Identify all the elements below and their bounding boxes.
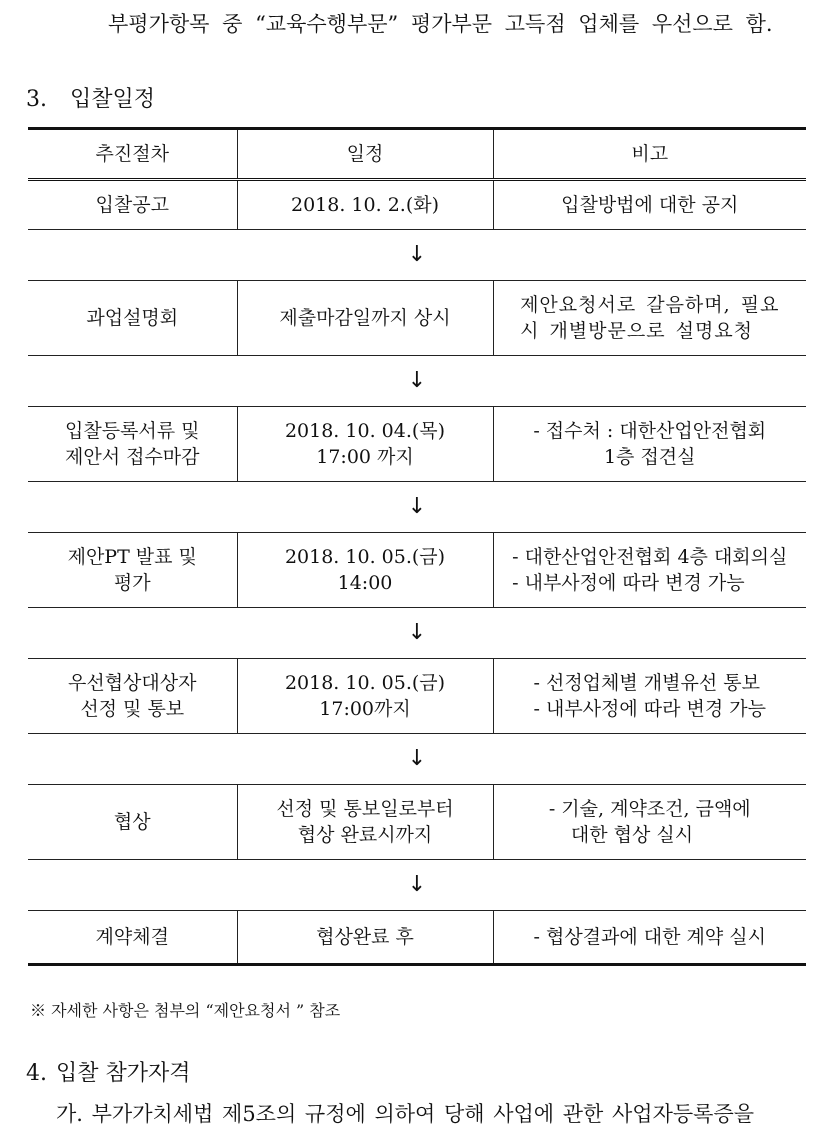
section-number: 4. xyxy=(26,1061,47,1086)
header-cell: 비고 xyxy=(493,129,806,180)
section-title: 입찰일정 xyxy=(70,87,156,112)
note-text: 대한 협상 실시 xyxy=(570,824,694,846)
table-header-row xyxy=(28,129,806,180)
section-number: 3. xyxy=(26,87,47,112)
header-cell: 일정 xyxy=(237,129,493,180)
step-label: 계약체결 xyxy=(95,926,169,948)
step-label: 선정 및 통보 xyxy=(80,698,185,720)
date-text: 협상 완료시까지 xyxy=(297,824,433,846)
note-text: 입찰방법에 대한 공지 xyxy=(561,194,739,216)
table-row xyxy=(28,659,806,734)
arrow-row xyxy=(28,356,806,407)
section-3-heading xyxy=(26,86,155,114)
note-text: - 협상결과에 대한 계약 실시 xyxy=(533,926,766,948)
down-arrow-icon: ↓ xyxy=(28,734,806,785)
date-cell xyxy=(237,659,493,734)
date-text: 협상완료 후 xyxy=(316,926,414,948)
date-cell xyxy=(237,180,493,230)
step-cell xyxy=(28,785,237,860)
step-label: 제안PT 발표 및 xyxy=(67,546,197,568)
table-row xyxy=(28,407,806,482)
step-cell xyxy=(28,180,237,230)
date-text: 2018. 10. 2.(화) xyxy=(291,194,439,216)
note-text: - 내부사정에 따라 변경 가능 xyxy=(512,572,745,594)
date-cell xyxy=(237,407,493,482)
note-text: 1층 접견실 xyxy=(603,446,696,468)
date-cell xyxy=(237,533,493,608)
note-cell xyxy=(493,533,806,608)
date-cell xyxy=(237,281,493,356)
step-label: 입찰등록서류 및 xyxy=(64,420,200,442)
date-cell xyxy=(237,785,493,860)
header-cell: 추진절차 xyxy=(28,129,237,180)
step-label: 제안서 접수마감 xyxy=(64,446,200,468)
down-arrow-icon: ↓ xyxy=(28,608,806,659)
table-row xyxy=(28,180,806,230)
table-row xyxy=(28,281,806,356)
note-text: - 선정업체별 개별유선 통보 xyxy=(533,672,760,694)
step-cell xyxy=(28,281,237,356)
arrow-row xyxy=(28,230,806,281)
reference-note: ※ 자세한 사항은 첨부의 “제안요청서 ” 참조 xyxy=(30,1001,341,1020)
step-label: 입찰공고 xyxy=(95,194,169,216)
note-text: - 대한산업안전협회 4층 대회의실 xyxy=(512,546,788,568)
section-4-heading xyxy=(26,1060,191,1088)
date-text: 2018. 10. 04.(목) xyxy=(284,420,446,442)
note-cell xyxy=(493,911,806,965)
down-arrow-icon: ↓ xyxy=(28,230,806,281)
date-text: 17:00 까지 xyxy=(316,446,414,468)
date-text: 2018. 10. 05.(금) xyxy=(284,672,446,694)
table-row xyxy=(28,533,806,608)
step-cell xyxy=(28,533,237,608)
down-arrow-icon: ↓ xyxy=(28,356,806,407)
table-row xyxy=(28,911,806,965)
note-cell xyxy=(493,180,806,230)
note-cell xyxy=(493,407,806,482)
step-label: 우선협상대상자 xyxy=(68,672,197,694)
note-text: 시 개별방문으로 설명요청 xyxy=(520,320,754,342)
step-label: 과업설명회 xyxy=(86,307,179,329)
note-cell xyxy=(493,659,806,734)
down-arrow-icon: ↓ xyxy=(28,860,806,911)
step-label: 평가 xyxy=(113,572,151,594)
date-text: 14:00 xyxy=(337,572,393,594)
note-text: - 기술, 계약조건, 금액에 xyxy=(548,798,751,820)
date-text: 선정 및 통보일로부터 xyxy=(276,798,454,820)
arrow-row xyxy=(28,860,806,911)
table-row xyxy=(28,785,806,860)
qualification-paragraph: 가. 부가가치세법 제5조의 규정에 의하여 당해 사업에 관한 사업자등록증을 xyxy=(56,1102,755,1126)
note-cell xyxy=(493,281,806,356)
date-text: 17:00까지 xyxy=(319,698,411,720)
step-label: 협상 xyxy=(113,811,151,833)
arrow-row xyxy=(28,608,806,659)
date-cell xyxy=(237,911,493,965)
note-text: 제안요청서로 갈음하며, 필요 xyxy=(520,294,780,316)
step-cell xyxy=(28,659,237,734)
note-cell xyxy=(493,785,806,860)
step-cell xyxy=(28,911,237,965)
note-text: - 내부사정에 따라 변경 가능 xyxy=(533,698,766,720)
step-cell xyxy=(28,407,237,482)
arrow-row xyxy=(28,734,806,785)
date-text: 2018. 10. 05.(금) xyxy=(284,546,446,568)
section-title: 입찰 참가자격 xyxy=(56,1061,191,1086)
note-text: - 접수처 : 대한산업안전협회 xyxy=(533,420,767,442)
intro-text: 부평가항목 중 “교육수행부문” 평가부문 고득점 업체를 우선으로 함. xyxy=(108,12,773,36)
arrow-row xyxy=(28,482,806,533)
date-text: 제출마감일까지 상시 xyxy=(279,307,451,329)
down-arrow-icon: ↓ xyxy=(28,482,806,533)
bid-schedule-table xyxy=(28,127,806,966)
